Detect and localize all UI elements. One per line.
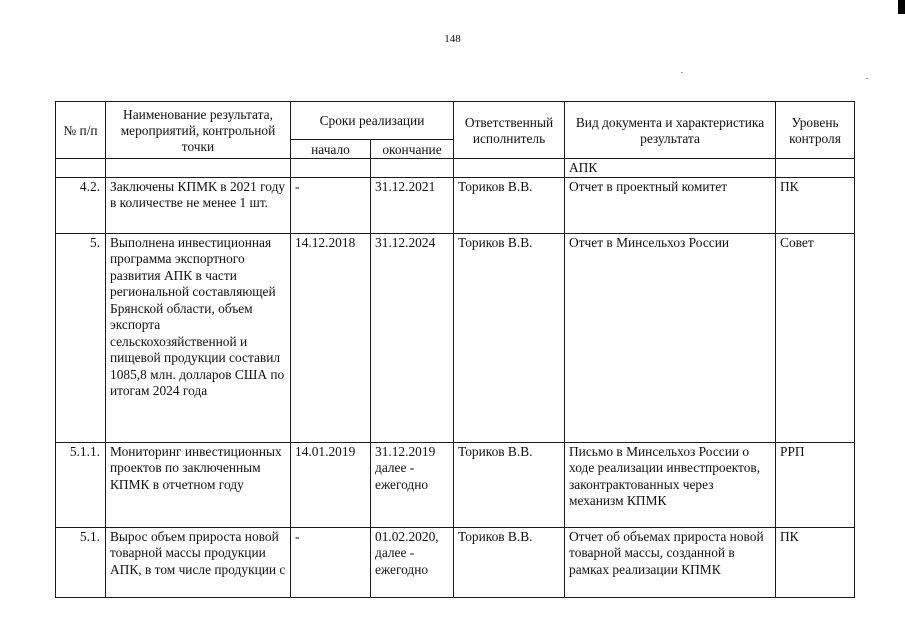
cell-start: -	[291, 177, 371, 233]
cell-end: 31.12.2024	[371, 233, 454, 442]
cell-executor: Ториков В.В.	[454, 177, 565, 233]
page-number: 148	[444, 33, 461, 45]
cell-level: Совет	[776, 233, 855, 442]
scan-speck	[681, 72, 683, 73]
cell-name: Мониторинг инвестиционных проектов по заключенным КПМК в отчетном году	[106, 442, 291, 527]
header-doc: Вид документа и характеристика результата	[565, 102, 776, 159]
cell-doc: Отчет об объемах прироста новой товарной массы, созданной в рамках реализации КПМК	[565, 527, 776, 597]
cell-executor	[454, 159, 565, 178]
plan-table	[55, 101, 855, 598]
cell-end	[371, 159, 454, 178]
cell-name	[106, 159, 291, 178]
cell-level: ПК	[776, 177, 855, 233]
cell-start	[291, 159, 371, 178]
cell-end: 31.12.2019 далее - ежегодно	[371, 442, 454, 527]
header-name: Наименование результата, мероприятий, контрольной точки	[106, 102, 291, 159]
cell-num: 5.	[56, 233, 106, 442]
cell-level: РРП	[776, 442, 855, 527]
header-num: № п/п	[56, 102, 106, 159]
cell-level	[776, 159, 855, 178]
cell-doc: Отчет в Минсельхоз России	[565, 233, 776, 442]
scan-edge-mark	[898, 0, 905, 14]
cell-num: 5.1.1.	[56, 442, 106, 527]
cell-doc: Отчет в проектный комитет	[565, 177, 776, 233]
cell-end: 31.12.2021	[371, 177, 454, 233]
table-row	[56, 233, 855, 442]
table-row	[56, 442, 855, 527]
header-start: начало	[291, 140, 371, 159]
cell-name: Заключены КПМК в 2021 году в количестве не менее 1 шт.	[106, 177, 291, 233]
cell-executor: Ториков В.В.	[454, 442, 565, 527]
cell-start: 14.12.2018	[291, 233, 371, 442]
cell-name: Выполнена инвестиционная программа экспортного развития АПК в части региональной составляющей Брянской области, объем экспорта сельскохозяйственной и пищевой продукции составил 1085,8 млн. долларов США по итогам 2024 года	[106, 233, 291, 442]
cell-start: 14.01.2019	[291, 442, 371, 527]
table-row-carryover	[56, 159, 855, 178]
cell-doc: Письмо в Минсельхоз России о ходе реализации инвестпроектов, законтрактованных через механизм КПМК	[565, 442, 776, 527]
scan-speck	[866, 78, 868, 79]
cell-name: Вырос объем прироста новой товарной массы продукции АПК, в том числе продукции с	[106, 527, 291, 597]
cell-doc: АПК	[565, 159, 776, 178]
header-executor: Ответственный исполнитель	[454, 102, 565, 159]
header-level: Уровень контроля	[776, 102, 855, 159]
cell-num: 5.1.	[56, 527, 106, 597]
cell-num	[56, 159, 106, 178]
table-row	[56, 177, 855, 233]
cell-executor: Ториков В.В.	[454, 527, 565, 597]
header-terms: Сроки реализации	[291, 102, 454, 140]
cell-start: -	[291, 527, 371, 597]
cell-executor: Ториков В.В.	[454, 233, 565, 442]
cell-num: 4.2.	[56, 177, 106, 233]
cell-end: 01.02.2020, далее - ежегодно	[371, 527, 454, 597]
table-row	[56, 527, 855, 597]
header-end: окончание	[371, 140, 454, 159]
cell-level: ПК	[776, 527, 855, 597]
